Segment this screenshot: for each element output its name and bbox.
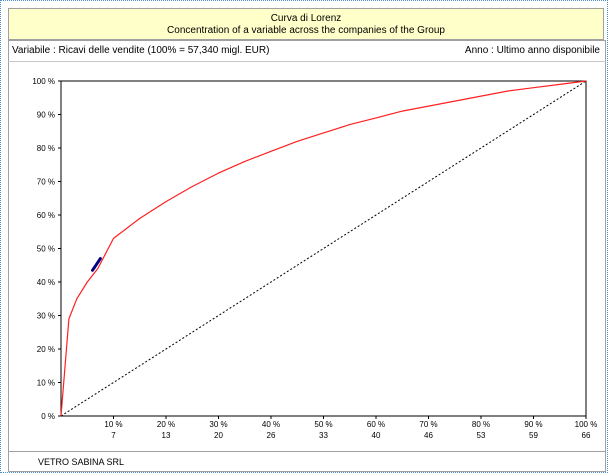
y-tick-label: 90 %: [36, 110, 55, 120]
footer-bar: [8, 451, 606, 472]
x-tick-label: 30 %: [209, 420, 228, 429]
x-tick-count: 46: [424, 431, 433, 440]
x-tick-count: 13: [161, 431, 171, 440]
plot-area: [61, 81, 586, 416]
x-tick-count: 20: [214, 431, 223, 440]
x-tick-label: 100 %: [574, 420, 598, 429]
x-tick-count: 26: [266, 431, 276, 440]
y-tick-label: 70 %: [36, 177, 55, 187]
x-tick-count: 33: [319, 431, 328, 440]
y-tick-label: 100 %: [32, 77, 55, 86]
x-tick-label: 60 %: [366, 420, 386, 429]
x-tick-count: 7: [111, 431, 116, 440]
x-tick-count: 59: [529, 431, 538, 440]
variable-label: Variabile : Ricavi delle vendite (100% = 57,340 migl. EUR): [12, 45, 270, 56]
x-tick-label: 70 %: [419, 420, 438, 429]
x-tick-count: 53: [476, 431, 486, 440]
y-tick-label: 40 %: [36, 278, 55, 287]
x-tick-label: 20 %: [156, 420, 176, 429]
y-tick-label: 80 %: [36, 144, 55, 153]
y-tick-label: 60 %: [36, 211, 55, 220]
chart-title: Curva di Lorenz: [270, 13, 342, 24]
x-tick-label: 90 %: [524, 420, 543, 429]
x-tick-label: 80 %: [471, 420, 491, 429]
x-tick-label: 50 %: [314, 420, 333, 429]
y-tick-label: 50 %: [36, 244, 55, 254]
y-tick-label: 0 %: [41, 412, 55, 421]
company-name: VETRO SABINA SRL: [38, 457, 125, 467]
chart-subtitle: Concentration of a variable across the companies of the Group: [167, 25, 445, 36]
x-tick-count: 40: [371, 431, 381, 440]
x-tick-label: 40 %: [261, 420, 281, 429]
x-tick-count: 66: [581, 431, 591, 440]
y-tick-label: 20 %: [36, 345, 55, 354]
y-tick-label: 30 %: [36, 311, 55, 321]
year-label: Anno : Ultimo anno disponibile: [464, 45, 600, 56]
x-tick-label: 10 %: [104, 420, 123, 429]
y-tick-label: 10 %: [36, 378, 55, 388]
